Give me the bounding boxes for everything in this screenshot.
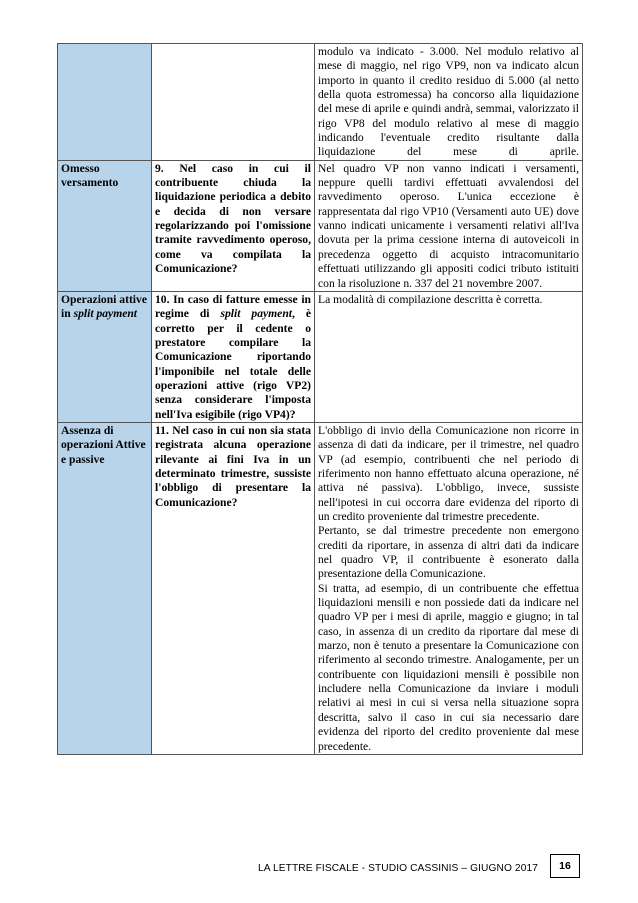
answer-cell bbox=[315, 160, 583, 291]
table-row bbox=[58, 160, 583, 291]
answer-paragraph: La modalità di compilazione descritta è corretta. bbox=[318, 292, 543, 306]
page-footer bbox=[258, 854, 580, 878]
answer-cell bbox=[315, 44, 583, 161]
question-cell: 11. Nel caso in cui non sia stata registrata alcuna operazione rilevante ai fini Iva in un determinato trimestre, sussiste l'obbligo di presentare la Comunicazione? bbox=[152, 422, 315, 754]
answer-paragraph: L'obbligo di invio della Comunicazione non ricorre in assenza di dati da indicare, per il trimestre, nel quadro VP (ad esempio, contribuenti che nel periodo di riferimento non hanno effettuato alcuna operazione, né attiva né passiva). L'obbligo, invece, sussiste nell'ipotesi in cui occorra dare evidenza del riporto di un credito proveniente dal trimestre precedente. bbox=[318, 423, 579, 523]
page-number: 16 bbox=[550, 854, 580, 878]
topic-cell bbox=[58, 44, 152, 161]
question-italic: split payment bbox=[220, 307, 292, 321]
topic-text: Operazioni attive in bbox=[61, 292, 147, 321]
table-row bbox=[58, 291, 583, 422]
table-row bbox=[58, 44, 583, 161]
footer-text: LA LETTRE FISCALE - STUDIO CASSINIS – GIUGNO 2017 bbox=[257, 862, 538, 874]
answer-paragraph: Si tratta, ad esempio, di un contribuente che effettua liquidazioni mensili e non possiede dati da indicare nel quadro VP per i mesi di aprile, maggio e giugno; in tal caso, in assenza di un credito da riportare dal mese di marzo, non è tenuto a presentare la Comunicazione con riferimento al secondo trimestre. Analogamente, per un contribuente con liquidazioni mensili è possibile non includere nella Comunicazione da inviare i moduli relativi ai mesi in cui si versa nella situazione sopra descritta, salvo il caso in cui sia necessario dare evidenza del riporto del credito proveniente dal mese precedente. bbox=[318, 581, 579, 753]
topic-cell: Omesso versamento bbox=[58, 160, 152, 291]
table-row bbox=[58, 422, 583, 754]
question-cell bbox=[152, 44, 315, 161]
answer-paragraph: modulo va indicato - 3.000. Nel modulo relativo al mese di maggio, nel rigo VP9, non va indicato alcun importo in quanto il credito residuo di 5.000 (al netto della quota estromessa) ha concorso alla liquidazione del mese di aprile e quindi andrà, semmai, valorizzato il rigo VP8 del modulo relativo al mese di maggio indicando l'eventuale credito risultante dalla liquidazione del mese di aprile. bbox=[318, 45, 579, 159]
faq-table bbox=[57, 43, 583, 755]
question-cell: 9. Nel caso in cui il contribuente chiuda la liquidazione periodica a debito e decida di non versare regolarizzando poi l'omissione tramite ravvedimento operoso, come va compilata la Comunicazione? bbox=[152, 160, 315, 291]
answer-paragraph: Pertanto, se dal trimestre precedente non emergono crediti da riportare, in assenza di altri dati da indicare nel quadro VP, il contribuente è esonerato dalla presentazione della Comunicazione. bbox=[318, 524, 579, 581]
question-text: 10. In caso di fatture emesse in regime di bbox=[155, 292, 311, 321]
topic-italic: split payment bbox=[73, 307, 138, 321]
topic-cell: Assenza di operazioni Attive e passive bbox=[58, 422, 152, 754]
answer-paragraph: Nel quadro VP non vanno indicati i versamenti, neppure quelli tardivi effettuati avvalendosi del ravvedimento operoso. L'unica eccezione è rappresentata dal rigo VP10 (Versamenti auto UE) dove vanno indicati unicamente i versamenti relativi all'Iva dovuta per la prima cessione interna di autoveicoli in precedenza oggetto di acquisto intracomunitario effettuati utilizzando gli appositi codici tributo istituiti con la risoluzione n. 337 del 21 novembre 2007. bbox=[318, 161, 579, 290]
topic-cell bbox=[58, 291, 152, 422]
question-text-end: , è corretto per il cedente o prestatore compilare la Comunicazione riportando l'imponibile nel totale delle operazioni attive (rigo VP2) senza considerare l'imposta nell'Iva esigibile (rigo VP4)? bbox=[155, 307, 311, 421]
answer-cell bbox=[315, 422, 583, 754]
question-cell bbox=[152, 291, 315, 422]
answer-cell bbox=[315, 291, 583, 422]
